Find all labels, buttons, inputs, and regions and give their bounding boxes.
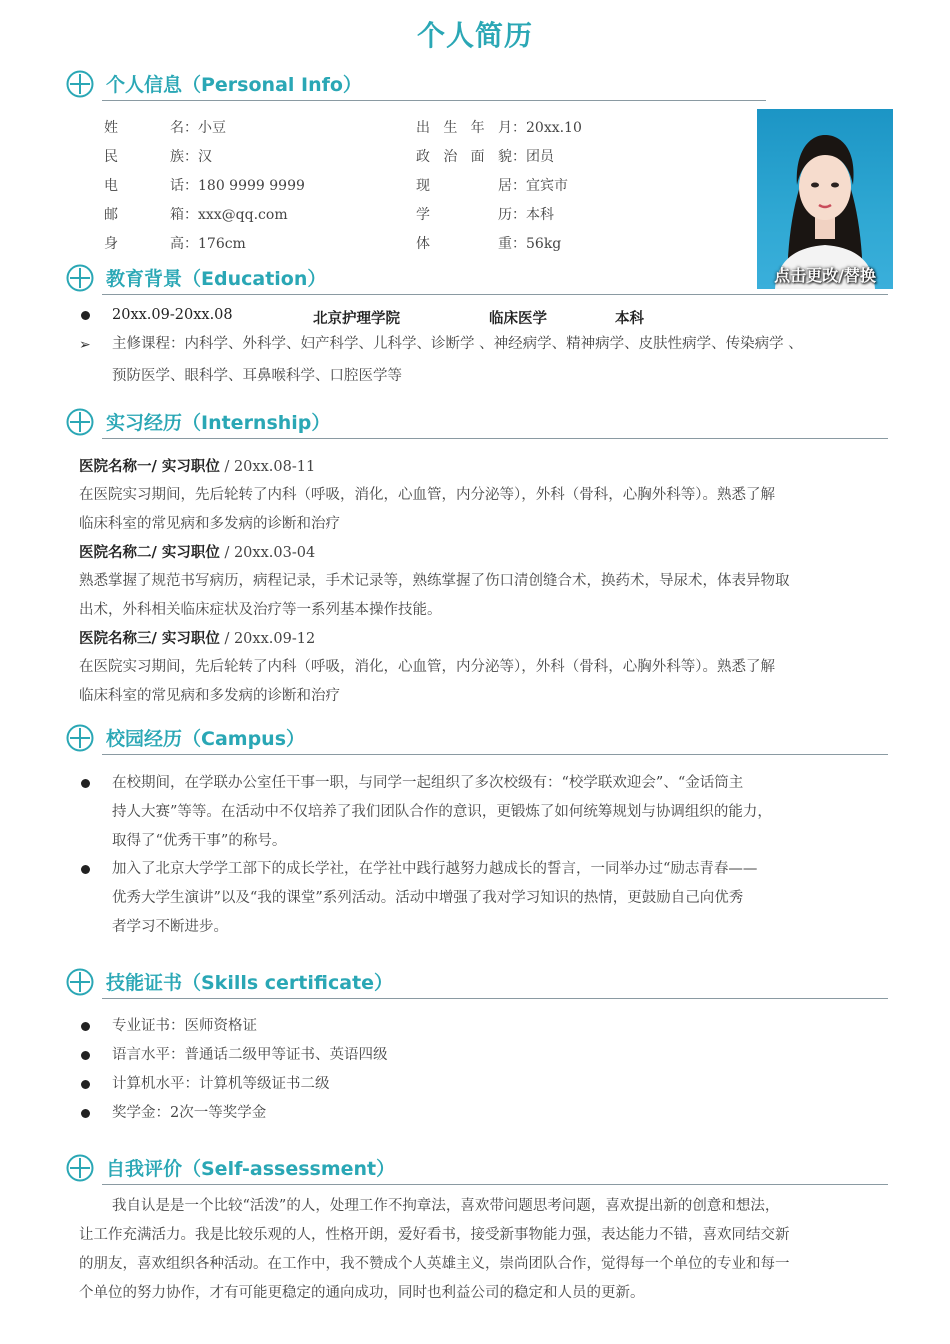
campus-2-line2: 优秀大学生演讲”以及“我的课堂”系列活动。活动中增强了我对学习知识的热情，更鼓励自己向优秀: [112, 890, 744, 906]
plus-circle-icon: [66, 724, 94, 752]
skill-item: 计算机水平：计算机等级证书二级: [112, 1076, 330, 1092]
bullet-dot: [81, 1022, 90, 1031]
section-divider: [102, 998, 888, 999]
section-divider: [102, 294, 888, 295]
education-entry: [112, 307, 712, 327]
edu-degree: 本科: [615, 310, 644, 327]
skill-item: 语言水平：普通话二级甲等证书、英语四级: [112, 1047, 388, 1063]
skill-item: 奖学金：2次一等奖学金: [112, 1105, 267, 1121]
section-title: 个人信息（Personal Info）: [106, 74, 362, 96]
bullet-dot: [81, 779, 90, 788]
skill-item: 专业证书：医师资格证: [112, 1018, 257, 1034]
internship-1-line1: 在医院实习期间，先后轮转了内科（呼吸，消化，心血管，内分泌等），外科（骨科，心胸外科等）。熟悉了解: [79, 487, 775, 503]
plus-circle-icon: [66, 968, 94, 996]
plus-circle-icon: [66, 408, 94, 436]
bullet-dot: [81, 1080, 90, 1089]
info-phone: 电话：180 9999 9999: [104, 178, 305, 194]
bullet-dot: [81, 311, 90, 320]
plus-circle-icon: [66, 70, 94, 98]
section-divider: [102, 1184, 888, 1185]
campus-1-line1: 在校期间，在学联办公室任干事一职，与同学一起组织了多次校级有：“校学联欢迎会”、“金话筒主: [112, 775, 744, 791]
section-internship-header: [66, 402, 896, 442]
campus-1-line3: 取得了“优秀干事”的称号。: [112, 833, 287, 849]
section-education-header: [66, 258, 896, 298]
section-skills-header: [66, 962, 896, 1002]
self-line1: 我自认是是一个比较“活泼”的人，处理工作不拘章法，喜欢带问题思考问题，喜欢提出新的创意和想法，: [112, 1198, 780, 1214]
campus-2-line1: 加入了北京大学学工部下的成长学社，在学社中践行越努力越成长的誓言，一同举办过“励志青春——: [112, 861, 758, 877]
edu-school: 北京护理学院: [313, 310, 400, 327]
self-line4: 个单位的努力协作，才有可能更稳定的通向成功，同时也利益公司的稳定和人员的更新。: [79, 1285, 645, 1301]
section-title: 实习经历（Internship）: [106, 412, 331, 434]
section-campus-header: [66, 718, 896, 758]
info-birth: 出生年月：20xx.10: [416, 120, 582, 136]
bullet-dot: [81, 1109, 90, 1118]
resume-title: 个人简历: [416, 19, 533, 52]
section-divider: [102, 438, 888, 439]
section-title: 自我评价（Self-assessment）: [106, 1158, 396, 1180]
section-title: 校园经历（Campus）: [106, 728, 305, 750]
campus-2-line3: 者学习不断进步。: [112, 919, 228, 935]
self-line3: 的朋友，喜欢组织各种活动。在工作中，我不赞成个人英雄主义，崇尚团队合作，觉得每一个单位的专业和每一: [79, 1256, 790, 1272]
campus-1-line2: 持人大赛”等等。在活动中不仅培养了我们团队合作的意识，更锻炼了如何统筹规划与协调组织的能力，: [112, 804, 772, 820]
info-weight: 体重：56kg: [416, 236, 562, 252]
edu-period: 20xx.09-20xx.08: [112, 307, 233, 323]
internship-3-heading: 医院名称三/ 实习职位 / 20xx.09-12: [79, 630, 316, 647]
bullet-dot: [81, 865, 90, 874]
info-height: 身高：176cm: [104, 236, 246, 252]
section-divider: [102, 100, 766, 101]
info-residence: 现居：宜宾市: [416, 178, 568, 194]
internship-2-line1: 熟悉掌握了规范书写病历，病程记录，手术记录等，熟练掌握了伤口清创缝合术，换药术，导尿术，体表异物取: [79, 573, 790, 589]
change-photo-button[interactable]: 点击更改/替换: [774, 266, 876, 285]
section-personal-header: [66, 64, 766, 104]
info-education: 学历：本科: [416, 207, 554, 223]
section-self-header: [66, 1148, 896, 1188]
plus-circle-icon: [66, 264, 94, 292]
edu-courses-line1: 主修课程：内科学、外科学、妇产科学、儿科学、诊断学 、神经病学、精神病学、皮肤性病学、传染病学 、: [112, 336, 803, 352]
internship-3-line2: 临床科室的常见病和多发病的诊断和治疗: [79, 688, 340, 704]
arrow-bullet-icon: ➢: [79, 337, 91, 353]
edu-major: 临床医学: [489, 310, 547, 327]
internship-1-line2: 临床科室的常见病和多发病的诊断和治疗: [79, 516, 340, 532]
section-title: 技能证书（Skills certificate）: [106, 972, 394, 994]
plus-circle-icon: [66, 1154, 94, 1182]
edu-courses-line2: 预防医学、眼科学、耳鼻喉科学、口腔医学等: [112, 368, 402, 384]
self-line2: 让工作充满活力。我是比较乐观的人，性格开朗，爱好看书，接受新事物能力强，表达能力不错，喜欢同结交新: [79, 1227, 790, 1243]
info-ethnicity: 民族：汉: [104, 149, 212, 165]
info-political: 政治面貌：团员: [416, 149, 554, 165]
internship-1-heading: 医院名称一/ 实习职位 / 20xx.08-11: [79, 458, 316, 475]
internship-2-line2: 出术，外科相关临床症状及治疗等一系列基本操作技能。: [79, 602, 442, 618]
info-name: 姓名：小豆: [104, 120, 226, 136]
internship-3-line1: 在医院实习期间，先后轮转了内科（呼吸，消化，心血管，内分泌等），外科（骨科，心胸外科等）。熟悉了解: [79, 659, 775, 675]
internship-2-heading: 医院名称二/ 实习职位 / 20xx.03-04: [79, 544, 316, 561]
info-email: 邮箱：xxx@qq.com: [104, 207, 288, 223]
section-divider: [102, 754, 888, 755]
section-title: 教育背景（Education）: [106, 268, 327, 290]
bullet-dot: [81, 1051, 90, 1060]
